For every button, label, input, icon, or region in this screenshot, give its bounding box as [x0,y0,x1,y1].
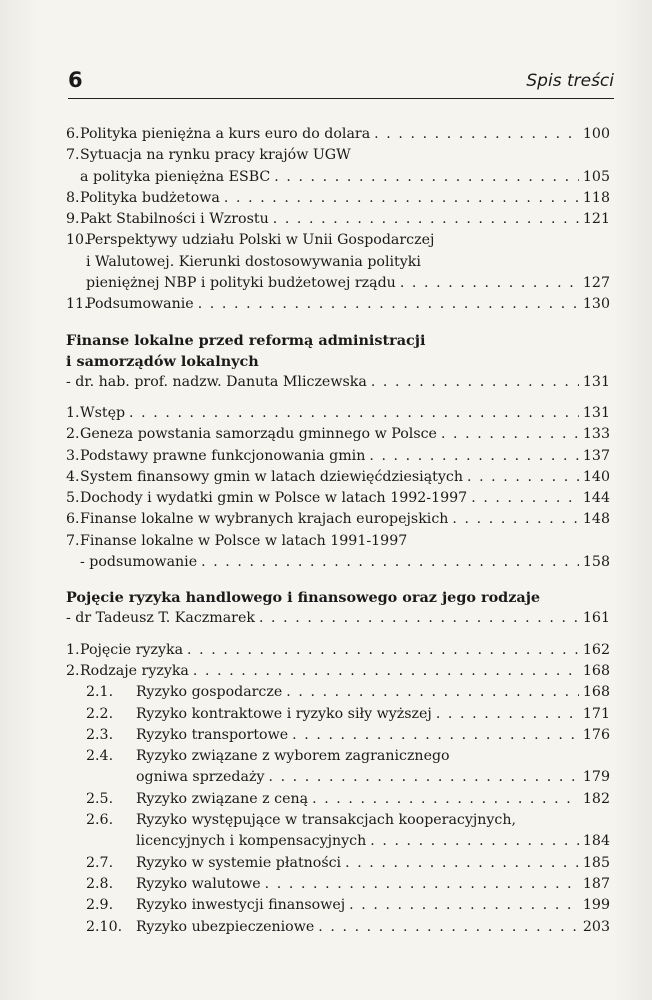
entry-page: 161 [582,610,610,627]
entry-page: 118 [582,189,610,206]
dot-leader [193,661,579,682]
subentry-title: Ryzyko związane z wyborem zagranicznego [136,748,450,765]
dot-leader [400,273,579,294]
toc-subentry [66,874,610,895]
dot-leader [441,424,579,445]
toc-subentry [66,746,610,767]
subentry-number: 2.2. [86,705,114,722]
entry-page: 130 [582,296,610,313]
entry-title: Podsumowanie [86,296,194,313]
entry-page: 137 [582,447,610,464]
subentry-title-continued: ogniwa sprzedaży [136,769,265,786]
entry-title-continued: a polityka pieniężna ESBC [80,168,271,185]
toc-entry [66,403,610,424]
dot-leader [369,446,579,467]
section-author [66,608,610,629]
toc-entry [66,424,610,445]
dot-leader [436,704,579,725]
entry-title: Pojęcie ryzyka [80,641,184,658]
subentry-number: 2.3. [86,726,114,743]
entry-page: 187 [582,875,610,892]
dot-leader [452,509,578,530]
author-name: - dr. hab. prof. nadzw. Danuta Mliczewska [66,373,367,390]
toc-entry [66,294,610,315]
entry-page: 105 [582,168,610,185]
subentry-number: 2.7. [86,854,114,871]
entry-page: 127 [582,275,610,292]
entry-number: 1. [66,641,80,658]
entry-title: Perspektywy udziału Polski w Unii Gospodarczej [86,232,435,249]
subentry-number: 2.5. [86,790,114,807]
entry-title: Pakt Stabilności i Wzrostu [80,211,269,228]
dot-leader [471,488,579,509]
entry-page: 182 [582,790,610,807]
entry-title-continued: - podsumowanie [80,554,198,571]
toc-entry [66,446,610,467]
entry-title: Finanse lokalne w wybranych krajach europejskich [80,511,449,528]
entry-number: 3. [66,447,80,464]
entry-title: System finansowy gmin w latach dziewięćdziesiątych [80,468,463,485]
dot-leader [374,124,579,145]
dot-leader [467,467,579,488]
entry-number: 11. [66,296,89,313]
entry-page: 199 [582,897,610,914]
dot-leader [198,294,579,315]
entry-title: Finanse lokalne w Polsce w latach 1991-1997 [80,532,408,549]
entry-page: 168 [582,662,610,679]
entry-page: 144 [582,490,610,507]
toc-entry [66,209,610,230]
section-title: Pojęcie ryzyka handlowego i finansowego oraz jego rodzaje [66,589,541,607]
subentry-title: Ryzyko gospodarcze [136,684,283,701]
entry-page: 171 [582,705,610,722]
entry-title: Geneza powstania samorządu gminnego w Polsce [80,426,437,443]
entry-page: 158 [582,554,610,571]
dot-leader [312,789,579,810]
dot-leader [371,372,579,393]
section-title: Finanse lokalne przed reformą administracji [66,331,426,349]
subentry-title: Ryzyko walutowe [136,875,261,892]
subentry-title: Ryzyko transportowe [136,726,289,743]
dot-leader [370,831,579,852]
dot-leader [349,895,579,916]
toc-entry-continued [66,167,610,188]
toc-entry [66,488,610,509]
dot-leader [286,682,579,703]
dot-leader [345,853,579,874]
dot-leader [187,640,579,661]
dot-leader [265,874,579,895]
dot-leader [318,917,579,938]
entry-page: 133 [582,426,610,443]
dot-leader [292,725,579,746]
toc-entry [66,230,610,251]
entry-page: 131 [582,373,610,390]
subentry-title: Ryzyko związane z ceną [136,790,309,807]
entry-title-continued: i Walutowej. Kierunki dostosowywania polityki [86,253,421,270]
author-name: - dr Tadeusz T. Kaczmarek [66,610,255,627]
running-title: Spis treści [526,71,614,91]
dot-leader [129,403,579,424]
dot-leader [268,767,578,788]
entry-title: Rodzaje ryzyka [80,662,189,679]
toc-entry [66,661,610,682]
dot-leader [273,209,579,230]
toc-subentry [66,725,610,746]
toc-entry-continued [66,273,610,294]
entry-number: 6. [66,126,80,142]
subentry-number: 2.9. [86,897,114,914]
entry-number: 5. [66,490,80,507]
toc-entry [66,531,610,552]
entry-number: 1. [66,404,80,421]
toc-entry [66,640,610,661]
entry-page: 148 [582,511,610,528]
toc-entry [66,509,610,530]
toc-entry-continued [66,552,610,573]
entry-title: Polityka pieniężna a kurs euro do dolara [80,126,371,142]
entry-number: 7. [66,147,80,164]
entry-page: 179 [582,769,610,786]
dot-leader [224,188,579,209]
subentry-number: 2.6. [86,812,114,829]
entry-page: 184 [582,833,610,850]
page-number: 6 [68,68,83,92]
toc-subentry-continued [66,831,610,852]
entry-page: 168 [582,684,610,701]
dot-leader [259,608,579,629]
entry-title: Podstawy prawne funkcjonowania gmin [80,447,366,464]
subentry-title: Ryzyko występujące w transakcjach kooperacyjnych, [136,812,517,829]
toc-entry [66,124,610,145]
toc-entry-continued [66,252,610,273]
entry-title: Sytuacja na rynku pracy krajów UGW [80,147,351,164]
toc-subentry [66,917,610,938]
entry-page: 185 [582,854,610,871]
subentry-title: Ryzyko inwestycji finansowej [136,897,346,914]
toc-subentry [66,895,610,916]
entry-number: 2. [66,662,80,679]
entry-number: 7. [66,532,80,549]
entry-page: 203 [582,918,610,935]
entry-page: 100 [582,126,610,142]
entry-title: Polityka budżetowa [80,189,220,206]
entry-title-continued: pieniężnej NBP i polityki budżetowej rządu [86,275,396,292]
toc-entry [66,467,610,488]
dot-leader [201,552,579,573]
subentry-title: Ryzyko kontraktowe i ryzyko siły wyższej [136,705,432,722]
subentry-number: 2.4. [86,748,114,765]
toc-subentry [66,853,610,874]
toc-subentry [66,810,610,831]
subentry-title: Ryzyko ubezpieczeniowe [136,918,315,935]
entry-page: 140 [582,468,610,485]
subentry-number: 2.1. [86,684,114,701]
page-header [68,68,614,99]
entry-number: 10. [66,232,89,249]
subentry-number: 2.10. [86,918,123,935]
entry-page: 162 [582,641,610,658]
table-of-contents [66,124,610,938]
toc-entry [66,188,610,209]
entry-title: Dochody i wydatki gmin w Polsce w latach 1992-1997 [80,490,468,507]
entry-number: 9. [66,211,80,228]
toc-entry [66,145,610,166]
toc-subentry [66,704,610,725]
entry-title: Wstęp [80,404,126,421]
toc-subentry-continued [66,767,610,788]
entry-number: 8. [66,189,80,206]
section-title-continued: i samorządów lokalnych [66,352,259,370]
entry-page: 176 [582,726,610,743]
entry-page: 131 [582,404,610,421]
entry-page: 121 [582,211,610,228]
dot-leader [274,167,579,188]
entry-number: 4. [66,468,80,485]
subentry-number: 2.8. [86,875,114,892]
subentry-title-continued: licencyjnych i kompensacyjnych [136,833,367,850]
toc-subentry [66,682,610,703]
entry-number: 6. [66,511,80,528]
entry-number: 2. [66,426,80,443]
toc-subentry [66,789,610,810]
subentry-title: Ryzyko w systemie płatności [136,854,342,871]
section-author [66,372,610,393]
